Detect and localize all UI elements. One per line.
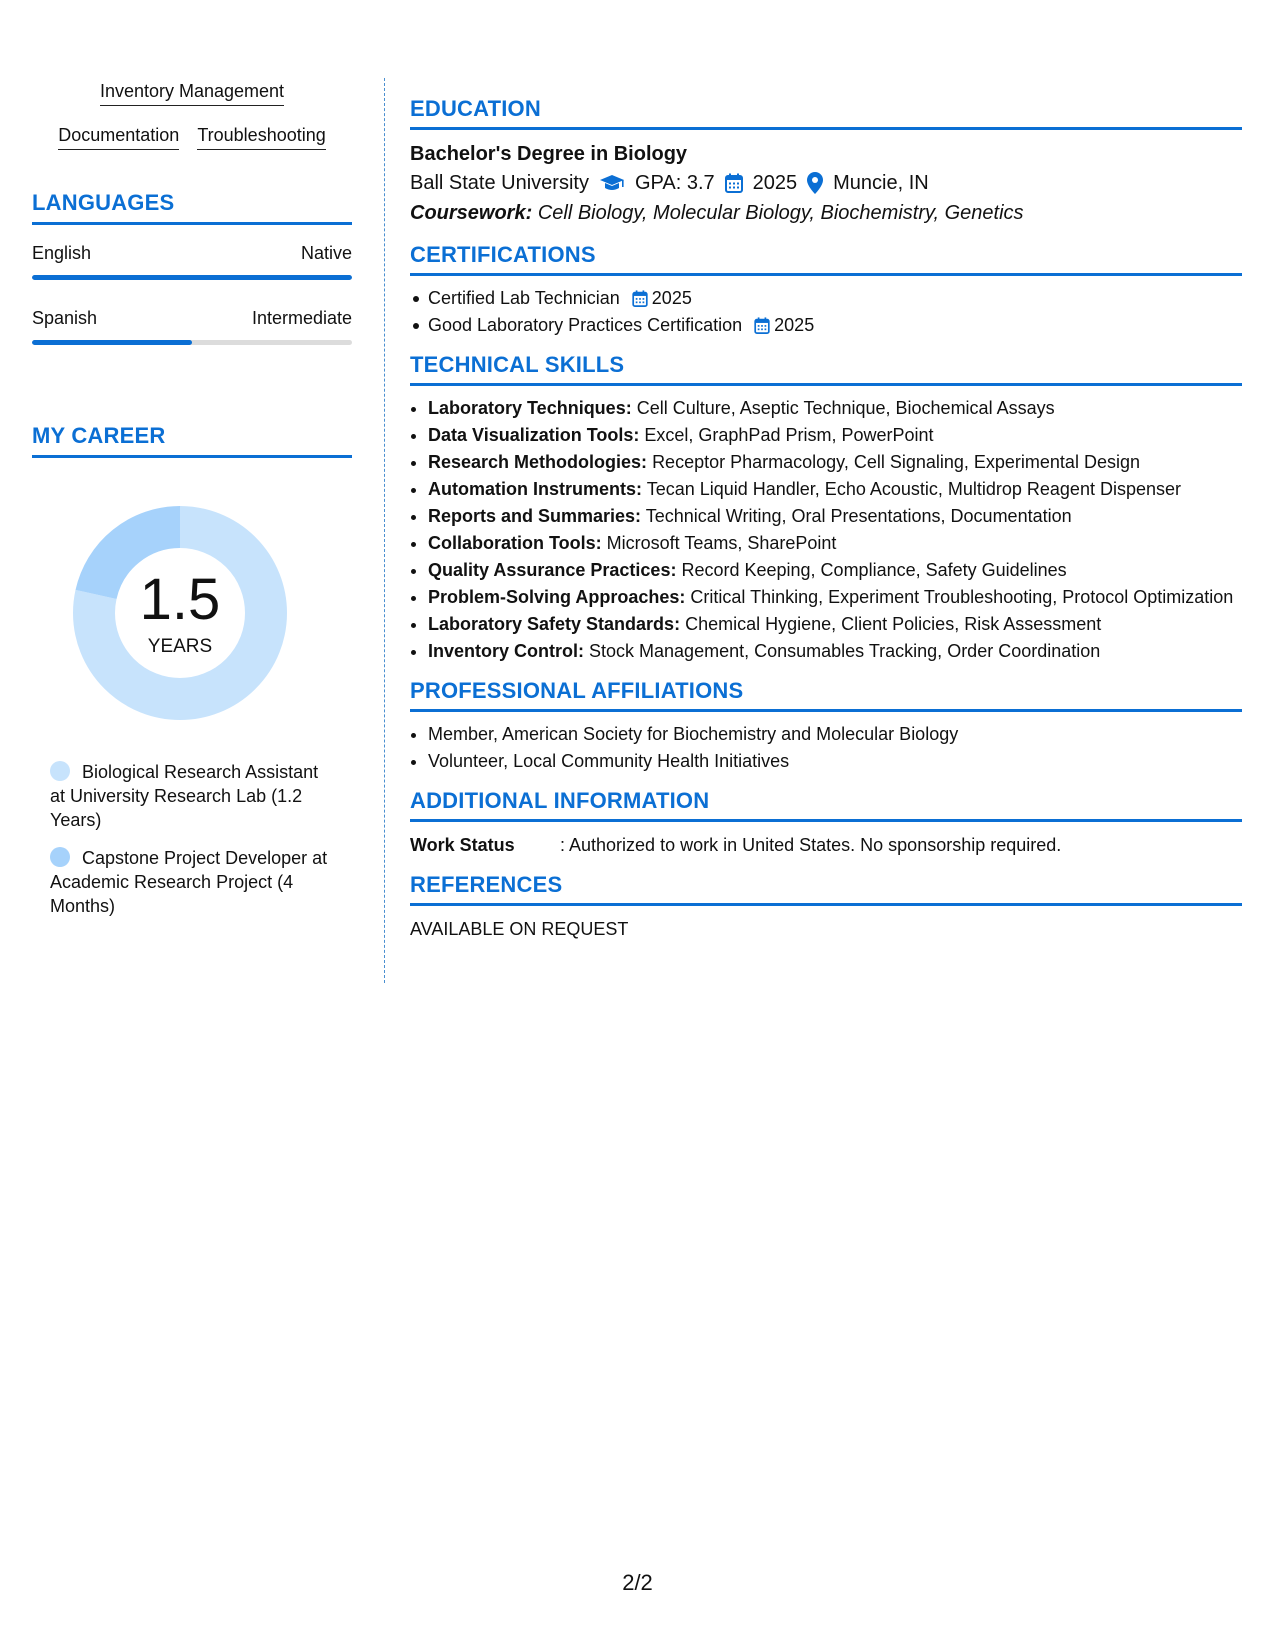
school-name: Ball State University (410, 172, 589, 194)
legend-dot (50, 761, 70, 781)
skill-item (428, 450, 1242, 475)
skill-item (428, 558, 1242, 583)
certifications-section (410, 242, 1242, 338)
legend-item (50, 760, 335, 832)
technical-skills-title: TECHNICAL SKILLS (410, 352, 625, 377)
career-total: 1.5 (139, 567, 221, 632)
career-title: MY CAREER (32, 423, 166, 448)
skill-text: Tecan Liquid Handler, Echo Acoustic, Multidrop Reagent Dispenser (646, 479, 1181, 499)
education-details (410, 168, 1242, 198)
language-level: Intermediate (251, 308, 352, 328)
career-legend (32, 760, 335, 918)
column-divider (384, 78, 385, 983)
career-donut-chart (65, 498, 295, 728)
skill-item (428, 585, 1242, 610)
skill-label: Reports and Summaries: (428, 506, 642, 526)
skill-tag: Troubleshooting (197, 124, 325, 150)
gpa: GPA: 3.7 (634, 172, 715, 194)
language-item (32, 306, 352, 345)
graduation-year: 2025 (752, 172, 798, 194)
skill-text: Critical Thinking, Experiment Troubleshooting, Protocol Optimization (690, 587, 1234, 607)
calendar-icon (754, 317, 770, 334)
career-unit: YEARS (147, 636, 213, 657)
language-level: Native (300, 243, 352, 263)
skill-label: Collaboration Tools: (428, 533, 602, 553)
section-rule (32, 455, 352, 458)
page-number: 2/2 (622, 1570, 653, 1595)
section-rule (410, 819, 1242, 822)
language-item (32, 241, 352, 280)
section-rule (410, 709, 1242, 712)
work-status-value: : Authorized to work in United States. No sponsorship required. (560, 835, 1062, 855)
certification-item (428, 313, 1242, 338)
technical-skills-list (410, 396, 1242, 664)
skill-label: Laboratory Techniques: (428, 398, 632, 418)
skill-item (428, 612, 1242, 637)
legend-item (50, 846, 335, 918)
languages-section (32, 190, 352, 345)
section-rule (410, 273, 1242, 276)
calendar-icon (632, 290, 648, 307)
certification-item (428, 286, 1242, 311)
skill-tags (32, 80, 352, 150)
skill-tag: Inventory Management (100, 80, 284, 106)
skill-text: Chemical Hygiene, Client Policies, Risk Assessment (685, 614, 1102, 634)
certification-name: Good Laboratory Practices Certification (428, 315, 743, 335)
skill-label: Automation Instruments: (428, 479, 642, 499)
skill-item (428, 396, 1242, 421)
certifications-title: CERTIFICATIONS (410, 242, 596, 267)
affiliation-item: • Volunteer, Local Community Health Initiatives (428, 749, 1242, 774)
section-rule (410, 127, 1242, 130)
coursework-label: Coursework: (410, 202, 533, 224)
technical-skills-section (410, 352, 1242, 664)
section-rule (32, 222, 352, 225)
skill-item (428, 531, 1242, 556)
education-section (410, 96, 1242, 228)
legend-text: Capstone Project Developer at Academic Research Project (4 Months) (50, 848, 328, 916)
skill-text: Receptor Pharmacology, Cell Signaling, Experimental Design (652, 452, 1140, 472)
skill-label: Research Methodologies: (428, 452, 648, 472)
work-status-label: Work Status (410, 835, 515, 855)
skill-text: Record Keeping, Compliance, Safety Guidelines (681, 560, 1067, 580)
location-pin-icon (807, 172, 823, 194)
skill-tag-row (32, 80, 352, 106)
legend-dot (50, 847, 70, 867)
language-bar (32, 340, 352, 345)
skill-tag: Documentation (58, 124, 179, 150)
skill-item (428, 477, 1242, 502)
additional-info-title: ADDITIONAL INFORMATION (410, 788, 710, 813)
skill-item (428, 504, 1242, 529)
school-location: Muncie, IN (833, 172, 929, 194)
affiliations-title: PROFESSIONAL AFFILIATIONS (410, 678, 744, 703)
education-title: EDUCATION (410, 96, 541, 121)
career-section (32, 423, 352, 918)
references-title: REFERENCES (410, 872, 563, 897)
language-name: English (32, 243, 92, 263)
certifications-list (410, 286, 1242, 338)
right-column (410, 96, 1242, 956)
language-name: Spanish (32, 308, 98, 328)
coursework (410, 198, 1242, 228)
skill-label: Laboratory Safety Standards: (428, 614, 681, 634)
coursework-text: Cell Biology, Molecular Biology, Biochemistry, Genetics (537, 202, 1024, 224)
affiliation-item: • Member, American Society for Biochemistry and Molecular Biology (428, 722, 1242, 747)
skill-text: Cell Culture, Aseptic Technique, Biochemical Assays (636, 398, 1055, 418)
skill-item (428, 639, 1242, 664)
skill-label: Problem-Solving Approaches: (428, 587, 686, 607)
skill-text: Stock Management, Consumables Tracking, Order Coordination (589, 641, 1101, 661)
left-column (32, 80, 352, 932)
skill-tag-row (32, 124, 352, 150)
language-bar (32, 275, 352, 280)
degree-title: Bachelor's Degree in Biology (410, 143, 688, 165)
section-rule (410, 903, 1242, 906)
affiliations-list (410, 722, 1242, 774)
certification-year: 2025 (651, 288, 692, 308)
references-section (410, 872, 1242, 942)
skill-text: Excel, GraphPad Prism, PowerPoint (644, 425, 934, 445)
language-bar-fill (32, 275, 352, 280)
affiliations-section (410, 678, 1242, 774)
language-bar-fill (32, 340, 192, 345)
legend-text: Biological Research Assistant at University Research Lab (1.2 Years) (50, 762, 319, 830)
skill-label: Quality Assurance Practices: (428, 560, 677, 580)
graduation-cap-icon (599, 173, 625, 193)
certification-name: Certified Lab Technician (428, 288, 620, 308)
skill-text: Microsoft Teams, SharePoint (606, 533, 837, 553)
references-text: AVAILABLE ON REQUEST (410, 919, 629, 939)
calendar-icon (725, 173, 743, 193)
skill-label: Data Visualization Tools: (428, 425, 640, 445)
skill-text: Technical Writing, Oral Presentations, Documentation (645, 506, 1072, 526)
languages-title: LANGUAGES (32, 190, 175, 215)
work-status-row (410, 832, 1242, 858)
skill-label: Inventory Control: (428, 641, 584, 661)
section-rule (410, 383, 1242, 386)
additional-info-section (410, 788, 1242, 858)
certification-year: 2025 (774, 315, 815, 335)
skill-item (428, 423, 1242, 448)
